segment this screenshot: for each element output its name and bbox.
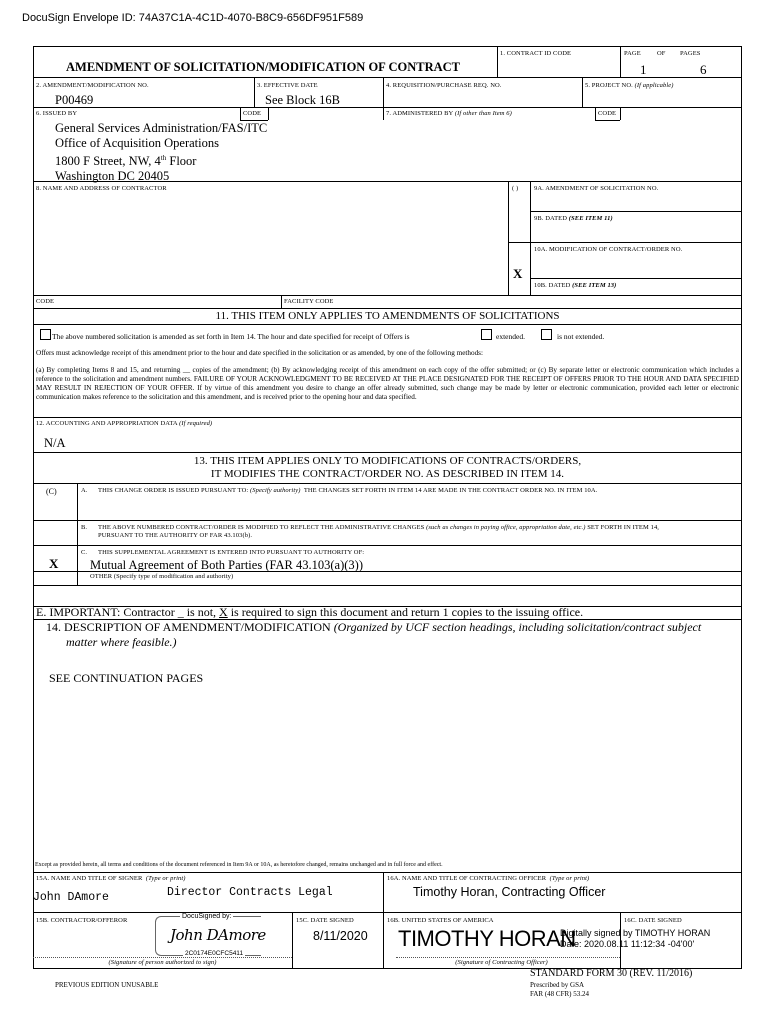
docusign-id: 2C0174E0CFC5411 [185,950,244,957]
not-extended-label: is not extended. [557,332,605,341]
page-value: 1 [640,62,647,77]
item11-amended-checkbox[interactable] [40,329,51,340]
form-title: AMENDMENT OF SOLICITATION/MODIFICATION OF CONTRACT [66,60,461,74]
date-signed-15c: 8/11/2020 [313,929,368,943]
prescribed-by: Prescribed by GSA FAR (48 CFR) 53.24 [530,981,589,998]
admin-code-label: CODE [598,110,617,117]
contractor-label: 8. NAME AND ADDRESS OF CONTRACTOR [36,185,167,192]
item13-a-letter: A. [81,487,88,494]
item12-value: N/A [44,436,66,450]
signer-title: Director Contracts Legal [167,886,333,899]
signer-name: John DAmore [33,891,109,904]
horan-signature: TIMOTHY HORAN [398,926,576,951]
item-10b: 10B. DATED (SEE ITEM 13) [534,282,617,289]
not-extended-checkbox[interactable] [541,329,552,340]
label-15c: 15C. DATE SIGNED [296,917,354,924]
contractor-signature: John DAmore [170,926,266,944]
pages-value: 6 [700,62,707,77]
code-label: CODE [36,298,55,305]
item-9b: 9B. DATED (SEE ITEM 11) [534,215,613,222]
label-15b: 15B. CONTRACTOR/OFFEROR [36,917,128,924]
item-10a: 10A. MODIFICATION OF CONTRACT/ORDER NO. [534,246,683,253]
digital-signature: Digitally signed by TIMOTHY HORAN Date: 2020.08.11 11:12:34 -04'00' [560,928,711,949]
item13-c-value: Mutual Agreement of Both Parties (FAR 43.103(a)(3)) [90,558,363,572]
item11-paragraph: (a) By completing Items 8 and 15, and returning __ copies of the amendment; (b) By acknowledging receipt of this amendment on each copy of the offer submitted; or (c) By separate letter or electronic communication which includes a reference to the solicitation and amendment numbers. FAILURE OF YOUR ACKNOWLEDGMENT TO BE RECEIVED AT THE PLACE DESIGNATED FOR THE RECEIPT OF OFFERS PRIOR TO THE HOUR AND DATA SPECIFIED MAY RESULT IN REJECTION OF YOUR OFFER. If by virtue of this amendment you desire to change an offer already submitted, such change may be made by letter or electronic communication, provided each letter or electronic communication makes reference to the solicitation and this amendment, and is received prior to the opening hour and data specified. [36,366,739,401]
item13-d-text: OTHER (Specify type of modification and authority) [90,573,234,580]
label-16b: 16B. UNITED STATES OF AMERICA [387,917,494,924]
sig-caption-right: (Signature of Contracting Officer) [455,959,548,966]
item13-c-text: THIS SUPPLEMENTAL AGREEMENT IS ENTERED INTO PURSUANT TO AUTHORITY OF: [98,549,365,556]
issued-code-label: CODE [243,110,262,117]
officer-name: Timothy Horan, Contracting Officer [413,885,606,899]
item11-title: 11. THIS ITEM ONLY APPLIES TO AMENDMENTS OF SOLICITATIONS [215,310,560,322]
except-note: Except as provided herein, all terms and conditions of the document referenced in Item 9A or 10A, as heretofore changed, remains unchanged and in full force and effect. [35,862,443,868]
issuer-address: General Services Administration/FAS/ITC Office of Acquisition Operations 1800 F Street, NW, 4th Floor Washington DC 20405 [55,121,268,184]
effective-value: See Block 16B [265,93,340,107]
contract-id-label: 1. CONTRACT ID CODE [500,50,572,57]
previous-edition: PREVIOUS EDITION UNUSABLE [55,981,159,989]
item12-label: 12. ACCOUNTING AND APPROPRIATION DATA (If required) [36,420,213,427]
item13-c-mark: X [49,556,59,571]
label-15a: 15A. NAME AND TITLE OF SIGNER (Type or print) [36,875,186,882]
docusigned-label: DocuSigned by: [182,913,232,920]
item14-description: 14. DESCRIPTION OF AMENDMENT/MODIFICATION (Organized by UCF section headings, including solicitation/contract subject matter where feasible.) [46,620,702,649]
page-label: PAGE [624,50,641,57]
extended-label: extended. [496,332,525,341]
label-16a: 16A. NAME AND TITLE OF CONTRACTING OFFICER (Type or print) [387,875,590,882]
requisition-label: 4. REQUISITION/PURCHASE REQ. NO. [386,82,502,89]
item11-line2: Offers must acknowledge receipt of this amendment prior to the hour and date specified in the solicitation or as amended, by one of the following methods: [36,349,483,357]
sig-caption-left: (Signature of person authorized to sign) [108,959,217,966]
item14-body: SEE CONTINUATION PAGES [49,671,204,685]
label-16c: 16C. DATE SIGNED [624,917,682,924]
item13-b-letter: B. [81,524,88,531]
admin-label: 7. ADMINISTERED BY (If other than Item 6) [386,110,512,117]
pages-label: PAGES [680,50,701,57]
item13-c-letter: C. [81,549,88,556]
item-9a: 9A. AMENDMENT OF SOLICITATION NO. [534,185,659,192]
effective-label: 3. EFFECTIVE DATE [257,82,318,89]
x-col-label: ( ) [512,185,519,192]
amend-value: P00469 [55,93,94,107]
standard-form: STANDARD FORM 30 (REV. 11/2016) [530,968,693,979]
item-e-important: E. IMPORTANT: Contractor _ is not, X is required to sign this document and return 1 copies to the issuing office. [36,605,584,619]
mod-x-mark: X [513,266,523,281]
envelope-id: DocuSign Envelope ID: 74A37C1A-4C1D-4070-B8C9-656DF951F589 [22,12,364,24]
amend-label: 2. AMENDMENT/MODIFICATION NO. [36,82,149,89]
item13-check-col: (C) [46,487,57,496]
project-label: 5. PROJECT NO. (If applicable) [585,82,674,89]
item13-title: 13. THIS ITEM APPLIES ONLY TO MODIFICATIONS OF CONTRACTS/ORDERS, IT MODIFIES THE CONTRACT/ORDER NO. AS DESCRIBED IN ITEM 14. [193,455,582,480]
item11-line1: The above numbered solicitation is amended as set forth in Item 14. The hour and date specified for receipt of Offers is [52,332,410,341]
item13-b-text: THE ABOVE NUMBERED CONTRACT/ORDER IS MODIFIED TO REFLECT THE ADMINISTRATIVE CHANGES (such as changes in paying office, appropriation date, etc.) SET FORTH IN ITEM 14, PURSUANT TO THE AUTHORITY OF FAR 43.103(b). [98,524,660,539]
of-label: OF [657,50,666,57]
facility-code-label: FACILITY CODE [284,298,334,305]
item13-a-text: THIS CHANGE ORDER IS ISSUED PURSUANT TO: (Specify authority) THE CHANGES SET FORTH IN ITEM 14 ARE MADE IN THE CONTRACT ORDER NO. IN ITEM 10A. [98,487,598,494]
issued-label: 6. ISSUED BY [36,110,78,117]
extended-checkbox[interactable] [481,329,492,340]
